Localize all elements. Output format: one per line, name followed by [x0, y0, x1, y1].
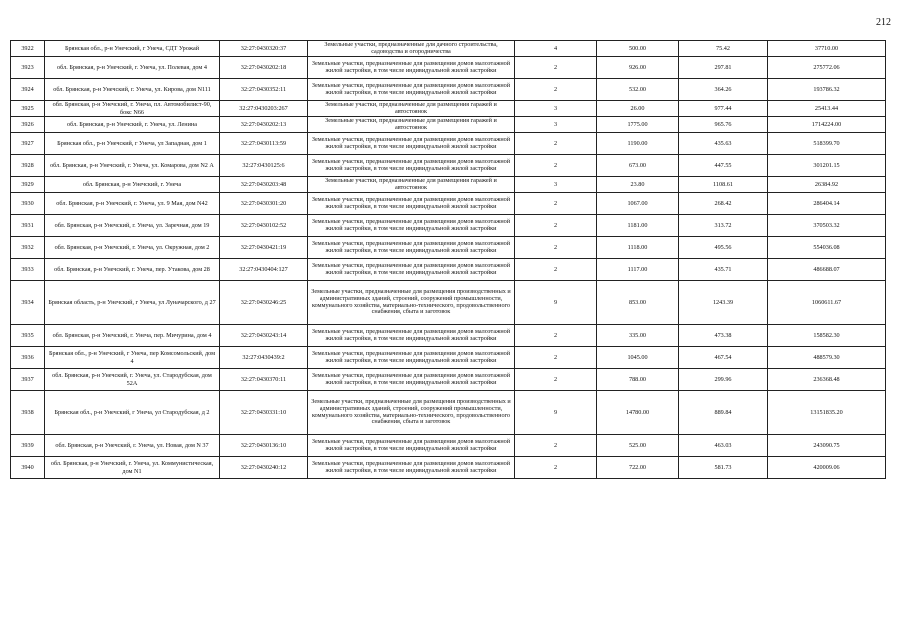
row-number-cell: 3924 — [11, 79, 45, 101]
table-row — [11, 193, 886, 215]
address-cell: обл. Брянская, р-н Унечский, г. Унеча, ул. Заречная, дом 19 — [45, 215, 220, 237]
cadastral-value-cell: 275772.06 — [768, 57, 886, 79]
cadastral-value-cell: 236368.48 — [768, 369, 886, 391]
area-cell: 26.00 — [597, 101, 679, 117]
area-cell: 1190.00 — [597, 133, 679, 155]
use-code-cell: 3 — [515, 101, 597, 117]
table-row — [11, 79, 886, 101]
cadastral-value-cell: 1060611.67 — [768, 281, 886, 325]
cadastral-value-cell: 554036.08 — [768, 237, 886, 259]
cadastral-number-cell: 32:27:0430439:2 — [220, 347, 308, 369]
table-row — [11, 57, 886, 79]
cadastral-value-cell: 518399.70 — [768, 133, 886, 155]
row-number-cell: 3929 — [11, 177, 45, 193]
address-cell: Брянская обл., р-н Унечский, г Унеча, ул Западная, дом 1 — [45, 133, 220, 155]
specific-value-cell: 463.03 — [679, 435, 768, 457]
address-cell: обл. Брянская, р-н Унечский, г. Унеча, ул. Новая, дом N 37 — [45, 435, 220, 457]
cadastral-number-cell: 32:27:0430203:267 — [220, 101, 308, 117]
address-cell: обл. Брянская, р-н Унечский, г. Унеча, ул. Полевая, дом 4 — [45, 57, 220, 79]
land-use-cell: Земельные участки, предназначенные для размещения домов малоэтажной жилой застройки, в том числе индивидуальной жилой застройки — [308, 57, 515, 79]
table-row — [11, 435, 886, 457]
use-code-cell: 2 — [515, 259, 597, 281]
table-row — [11, 369, 886, 391]
page-number: 212 — [876, 17, 891, 28]
cadastral-number-cell: 32:27:0430136:10 — [220, 435, 308, 457]
row-number-cell: 3922 — [11, 41, 45, 57]
area-cell: 532.00 — [597, 79, 679, 101]
cadastral-value-cell: 243090.75 — [768, 435, 886, 457]
cadastral-value-cell: 1714224.00 — [768, 117, 886, 133]
row-number-cell: 3939 — [11, 435, 45, 457]
land-use-cell: Земельные участки, предназначенные для размещения домов малоэтажной жилой застройки, в том числе индивидуальной жилой застройки — [308, 133, 515, 155]
cadastral-number-cell: 32:27:0430370:11 — [220, 369, 308, 391]
land-use-cell: Земельные участки, предназначенные для размещения домов малоэтажной жилой застройки, в том числе индивидуальной жилой застройки — [308, 435, 515, 457]
cadastral-number-cell: 32:27:0430331:10 — [220, 391, 308, 435]
area-cell: 673.00 — [597, 155, 679, 177]
cadastral-value-cell: 286404.14 — [768, 193, 886, 215]
specific-value-cell: 435.63 — [679, 133, 768, 155]
land-use-cell: Земельные участки, предназначенные для размещения домов малоэтажной жилой застройки, в том числе индивидуальной жилой застройки — [308, 347, 515, 369]
row-number-cell: 3928 — [11, 155, 45, 177]
cadastral-value-cell: 37710.00 — [768, 41, 886, 57]
cadastral-value-cell: 420009.06 — [768, 457, 886, 479]
use-code-cell: 2 — [515, 155, 597, 177]
cadastral-number-cell: 32:27:0430246:25 — [220, 281, 308, 325]
address-cell: обл. Брянская, р-н Унечский, г. Унеча, пер. Мичурина, дом 4 — [45, 325, 220, 347]
specific-value-cell: 1243.39 — [679, 281, 768, 325]
row-number-cell: 3933 — [11, 259, 45, 281]
use-code-cell: 2 — [515, 325, 597, 347]
specific-value-cell: 473.38 — [679, 325, 768, 347]
cadastral-number-cell: 32:27:0430125:6 — [220, 155, 308, 177]
specific-value-cell: 268.42 — [679, 193, 768, 215]
table-body — [11, 41, 886, 479]
cadastral-number-cell: 32:27:0430301:20 — [220, 193, 308, 215]
cadastral-value-cell: 486688.07 — [768, 259, 886, 281]
specific-value-cell: 75.42 — [679, 41, 768, 57]
address-cell: обл. Брянская, р-н Унечский, г. Унеча, пер. Утакова, дом 28 — [45, 259, 220, 281]
use-code-cell: 3 — [515, 117, 597, 133]
specific-value-cell: 965.76 — [679, 117, 768, 133]
table-row — [11, 347, 886, 369]
row-number-cell: 3940 — [11, 457, 45, 479]
use-code-cell: 2 — [515, 435, 597, 457]
table-row — [11, 215, 886, 237]
area-cell: 788.00 — [597, 369, 679, 391]
area-cell: 1067.00 — [597, 193, 679, 215]
use-code-cell: 2 — [515, 57, 597, 79]
address-cell: обл. Брянская, р-н Унечский, г. Унеча, пл. Автомобилист-90, бокс N66 — [45, 101, 220, 117]
area-cell: 1775.00 — [597, 117, 679, 133]
land-use-cell: Земельные участки, предназначенные для размещения производственных и административных зданий, строений, сооружений промышленности, коммунального хозяйства, материально-технического, продовольственного снабжения, сбыта и заготовок — [308, 281, 515, 325]
specific-value-cell: 977.44 — [679, 101, 768, 117]
use-code-cell: 4 — [515, 41, 597, 57]
row-number-cell: 3934 — [11, 281, 45, 325]
area-cell: 335.00 — [597, 325, 679, 347]
land-use-cell: Земельные участки, предназначенные для размещения гаражей и автостоянок — [308, 117, 515, 133]
land-use-cell: Земельные участки, предназначенные для размещения домов малоэтажной жилой застройки, в том числе индивидуальной жилой застройки — [308, 369, 515, 391]
row-number-cell: 3923 — [11, 57, 45, 79]
area-cell: 853.00 — [597, 281, 679, 325]
address-cell: обл. Брянская, р-н Унечский, г. Унеча, ул. Ленина — [45, 117, 220, 133]
cadastral-number-cell: 32:27:0430203:48 — [220, 177, 308, 193]
address-cell: обл. Брянская, р-н Унечский, г. Унеча — [45, 177, 220, 193]
specific-value-cell: 313.72 — [679, 215, 768, 237]
land-use-cell: Земельные участки, предназначенные для размещения домов малоэтажной жилой застройки, в том числе индивидуальной жилой застройки — [308, 259, 515, 281]
cadastral-value-cell: 158582.30 — [768, 325, 886, 347]
specific-value-cell: 495.56 — [679, 237, 768, 259]
use-code-cell: 9 — [515, 391, 597, 435]
area-cell: 926.00 — [597, 57, 679, 79]
use-code-cell: 2 — [515, 193, 597, 215]
address-cell: обл. Брянская, р-н Унечский, г. Унеча, ул. Стародубская, дом 52А — [45, 369, 220, 391]
land-registry-table — [10, 40, 886, 479]
table-row — [11, 155, 886, 177]
cadastral-number-cell: 32:27:0430421:19 — [220, 237, 308, 259]
area-cell: 1045.00 — [597, 347, 679, 369]
land-use-cell: Земельные участки, предназначенные для размещения домов малоэтажной жилой застройки, в том числе индивидуальной жилой застройки — [308, 193, 515, 215]
row-number-cell: 3932 — [11, 237, 45, 259]
land-use-cell: Земельные участки, предназначенные для размещения домов малоэтажной жилой застройки, в том числе индивидуальной жилой застройки — [308, 155, 515, 177]
cadastral-number-cell: 32:27:0430320:37 — [220, 41, 308, 57]
area-cell: 525.00 — [597, 435, 679, 457]
specific-value-cell: 581.73 — [679, 457, 768, 479]
land-use-cell: Земельные участки, предназначенные для размещения домов малоэтажной жилой застройки, в том числе индивидуальной жилой застройки — [308, 325, 515, 347]
use-code-cell: 2 — [515, 347, 597, 369]
land-use-cell: Земельные участки, предназначенные для дачного строительства, садоводства и огородничества — [308, 41, 515, 57]
area-cell: 722.00 — [597, 457, 679, 479]
address-cell: Брянская обл., р-н Унечский, г Унеча, пер Комсомольский, дом 4 — [45, 347, 220, 369]
specific-value-cell: 297.81 — [679, 57, 768, 79]
table-row — [11, 101, 886, 117]
table-row — [11, 391, 886, 435]
area-cell: 500.00 — [597, 41, 679, 57]
land-use-cell: Земельные участки, предназначенные для размещения домов малоэтажной жилой застройки, в том числе индивидуальной жилой застройки — [308, 79, 515, 101]
row-number-cell: 3927 — [11, 133, 45, 155]
cadastral-number-cell: 32:27:0430352:11 — [220, 79, 308, 101]
land-use-cell: Земельные участки, предназначенные для размещения домов малоэтажной жилой застройки, в том числе индивидуальной жилой застройки — [308, 237, 515, 259]
land-use-cell: Земельные участки, предназначенные для размещения гаражей и автостоянок — [308, 177, 515, 193]
use-code-cell: 3 — [515, 177, 597, 193]
use-code-cell: 2 — [515, 237, 597, 259]
use-code-cell: 9 — [515, 281, 597, 325]
table-row — [11, 177, 886, 193]
cadastral-number-cell: 32:27:0430240:12 — [220, 457, 308, 479]
table-row — [11, 41, 886, 57]
row-number-cell: 3938 — [11, 391, 45, 435]
row-number-cell: 3935 — [11, 325, 45, 347]
area-cell: 1117.00 — [597, 259, 679, 281]
cadastral-number-cell: 32:27:0430113:59 — [220, 133, 308, 155]
area-cell: 1181.00 — [597, 215, 679, 237]
cadastral-number-cell: 32:27:0430243:14 — [220, 325, 308, 347]
area-cell: 23.80 — [597, 177, 679, 193]
table-row — [11, 117, 886, 133]
use-code-cell: 2 — [515, 215, 597, 237]
cadastral-number-cell: 32:27:0430202:18 — [220, 57, 308, 79]
table-row — [11, 133, 886, 155]
table-row — [11, 237, 886, 259]
cadastral-value-cell: 193786.32 — [768, 79, 886, 101]
cadastral-value-cell: 488579.30 — [768, 347, 886, 369]
table-row — [11, 457, 886, 479]
cadastral-value-cell: 13151835.20 — [768, 391, 886, 435]
land-use-cell: Земельные участки, предназначенные для размещения гаражей и автостоянок — [308, 101, 515, 117]
row-number-cell: 3931 — [11, 215, 45, 237]
cadastral-number-cell: 32:27:0430202:13 — [220, 117, 308, 133]
row-number-cell: 3926 — [11, 117, 45, 133]
table-row — [11, 259, 886, 281]
address-cell: обл. Брянская, р-н Унечский, г. Унеча, ул. Коммунистическая, дом N1 — [45, 457, 220, 479]
area-cell: 14780.00 — [597, 391, 679, 435]
cadastral-value-cell: 370503.32 — [768, 215, 886, 237]
land-use-cell: Земельные участки, предназначенные для размещения домов малоэтажной жилой застройки, в том числе индивидуальной жилой застройки — [308, 457, 515, 479]
cadastral-value-cell: 26384.92 — [768, 177, 886, 193]
specific-value-cell: 364.26 — [679, 79, 768, 101]
table-row — [11, 281, 886, 325]
address-cell: обл. Брянская, р-н Унечский, г. Унеча, ул. 9 Мая, дом N42 — [45, 193, 220, 215]
address-cell: Брянская обл., р-н Унечский, г Унеча, СДТ Урожай — [45, 41, 220, 57]
specific-value-cell: 1108.61 — [679, 177, 768, 193]
land-use-cell: Земельные участки, предназначенные для размещения производственных и административных зданий, строений, сооружений промышленности, коммунального хозяйства, материально-технического, продовольственного снабжения, сбыта и заготовок — [308, 391, 515, 435]
address-cell: Брянская область, р-н Унечский, г Унеча, ул Луначарского, д 27 — [45, 281, 220, 325]
specific-value-cell: 889.84 — [679, 391, 768, 435]
use-code-cell: 2 — [515, 369, 597, 391]
address-cell: обл. Брянская, р-н Унечский, г. Унеча, ул. Окружная, дом 2 — [45, 237, 220, 259]
row-number-cell: 3937 — [11, 369, 45, 391]
specific-value-cell: 299.96 — [679, 369, 768, 391]
address-cell: обл. Брянская, р-н Унечский, г. Унеча, ул. Кирова, дом N111 — [45, 79, 220, 101]
row-number-cell: 3936 — [11, 347, 45, 369]
cadastral-value-cell: 301201.15 — [768, 155, 886, 177]
table-row — [11, 325, 886, 347]
address-cell: обл. Брянская, р-н Унечский, г. Унеча, ул. Комарова, дом N2 А — [45, 155, 220, 177]
cadastral-value-cell: 25413.44 — [768, 101, 886, 117]
area-cell: 1118.00 — [597, 237, 679, 259]
cadastral-number-cell: 32:27:0430404:127 — [220, 259, 308, 281]
use-code-cell: 2 — [515, 133, 597, 155]
land-use-cell: Земельные участки, предназначенные для размещения домов малоэтажной жилой застройки, в том числе индивидуальной жилой застройки — [308, 215, 515, 237]
cadastral-number-cell: 32:27:0430102:52 — [220, 215, 308, 237]
use-code-cell: 2 — [515, 79, 597, 101]
specific-value-cell: 467.54 — [679, 347, 768, 369]
use-code-cell: 2 — [515, 457, 597, 479]
row-number-cell: 3930 — [11, 193, 45, 215]
address-cell: Брянская обл., р-н Унечский, г Унеча, ул Стародубская, д 2 — [45, 391, 220, 435]
specific-value-cell: 435.71 — [679, 259, 768, 281]
row-number-cell: 3925 — [11, 101, 45, 117]
specific-value-cell: 447.55 — [679, 155, 768, 177]
